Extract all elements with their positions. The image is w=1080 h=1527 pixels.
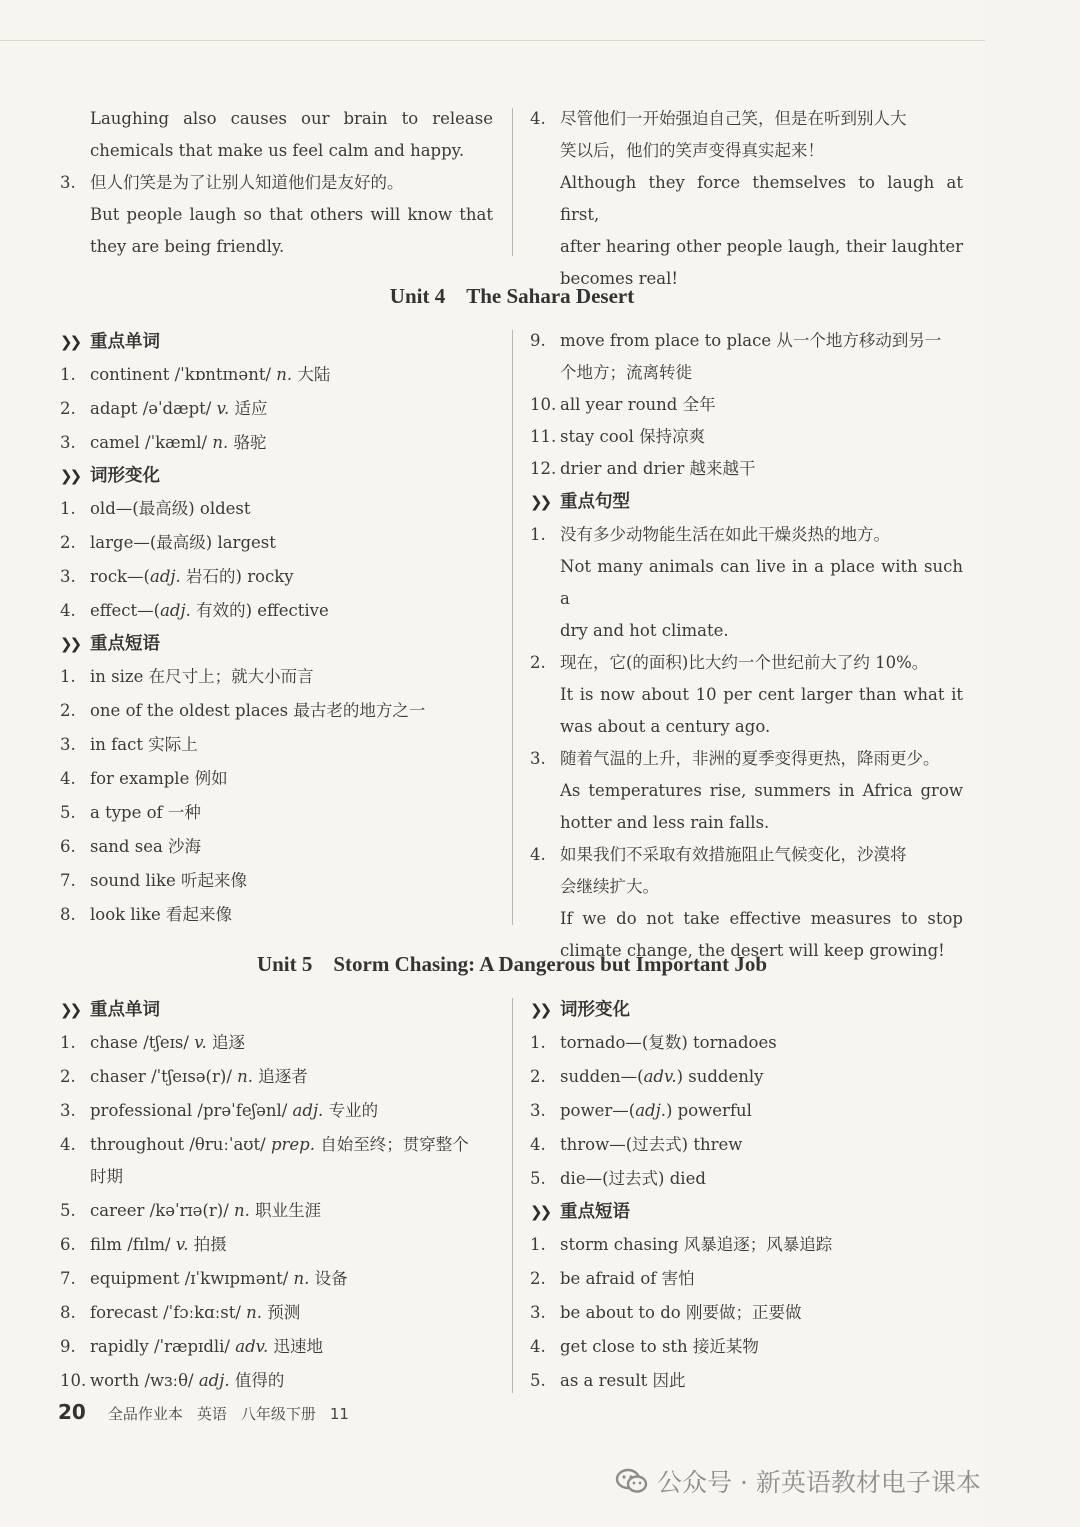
list-item: 2. large—(最高级) largest (60, 533, 276, 552)
sentence-en: Laughing also causes our brain to release (90, 109, 493, 128)
top-left-column (60, 103, 493, 263)
grade: 八年级下册 (240, 1405, 316, 1423)
list-item: 3. professional /prəˈfeʃənl/ adj. 专业的 (60, 1101, 379, 1120)
unit5-title: Unit 5 Storm Chasing: A Dangerous but Important Job (256, 952, 768, 976)
list-item: 2. sudden—(adv.) suddenly (530, 1067, 764, 1086)
sentence-item: 4. 尽管他们一开始强迫自己笑，但是在听到别人大 (530, 109, 907, 128)
sentence-en: Although they force themselves to laugh at first, (560, 173, 963, 224)
list-item: 7. sound like 听起来像 (60, 871, 248, 890)
list-item: 6. film /fɪlm/ v. 拍摄 (60, 1235, 227, 1254)
list-item: 10. worth /wɜːθ/ adj. 值得的 (60, 1371, 285, 1390)
list-item: 1. tornado—(复数) tornadoes (530, 1033, 777, 1052)
column-divider (512, 998, 513, 1393)
double-chevron-icon: ❯❯ (60, 635, 80, 653)
section-head: ❯❯ 重点短语 (60, 627, 493, 661)
list-item: 12. drier and drier 越来越干 (530, 459, 756, 478)
unit4-right-column: 9. move from place to place 从一个地方移动到另一 个地方；流离转徙 10. all year round 全年 11. stay cool 保持凉爽 12. drier and drier 越来越干 ❯❯ 重点句型 1. 没有多少动物能生活在如此干燥炎热的地方。 Not many animals can live in a place with such a dry and hot climate. 2. 现在，它(的面积)比大约一个世纪前大了约 10%。 It is now about 10 per cent larger than what it was about a century ago. 3. 随着气温的上升，非洲的夏季变得更热，降雨更少。 As temperatures rise, summers in Africa grow hotter and less rain falls. 4. 如果我们不采取有效措施阻止气候变化，沙漠将 会继续扩大。 If we do not take effective measures to stop climate change, the desert will keep growing! (530, 325, 963, 967)
column-divider (512, 108, 513, 256)
list-item: 8. forecast /ˈfɔːkɑːst/ n. 预测 (60, 1303, 301, 1322)
section-head: ❯❯ 重点单词 (60, 993, 493, 1027)
sentence-item: 2. 现在，它(的面积)比大约一个世纪前大了约 10%。 (530, 653, 929, 672)
sentence-item: 4. 如果我们不采取有效措施阻止气候变化，沙漠将 (530, 845, 907, 864)
list-item: 3. power—(adj.) powerful (530, 1101, 752, 1120)
list-item: 3. be about to do 刚要做；正要做 (530, 1303, 802, 1322)
list-item: 2. be afraid of 害怕 (530, 1269, 695, 1288)
double-chevron-icon: ❯❯ (60, 333, 80, 351)
watermark (615, 1463, 981, 1499)
sentence-en: they are being friendly. (90, 237, 285, 256)
list-item: 1. storm chasing 风暴追逐；风暴追踪 (530, 1235, 833, 1254)
list-item: 1. chase /tʃeɪs/ v. 追逐 (60, 1033, 246, 1052)
wechat-icon (615, 1467, 649, 1495)
double-chevron-icon: ❯❯ (60, 467, 80, 485)
list-item: 5. career /kəˈrɪə(r)/ n. 职业生涯 (60, 1201, 322, 1220)
section-head: ❯❯ 重点短语 (530, 1195, 963, 1229)
unit4-title: Unit 4 The Sahara Desert (389, 284, 635, 308)
sentence-en: But people laugh so that others will know that (90, 205, 493, 224)
section-head: ❯❯ 词形变化 (530, 993, 963, 1027)
list-item: 3. rock—(adj. 岩石的) rocky (60, 567, 294, 586)
list-item: 5. die—(过去式) died (530, 1169, 706, 1188)
list-item: 6. sand sea 沙海 (60, 837, 202, 856)
list-item: 5. as a result 因此 (530, 1371, 686, 1390)
sentence-item: 3. 但人们笑是为了让别人知道他们是友好的。 (60, 173, 404, 192)
list-item: 4. throughout /θruːˈaʊt/ prep. 自始至终；贯穿整个 (60, 1135, 469, 1154)
unit5-right-column (530, 993, 963, 1397)
double-chevron-icon: ❯❯ (60, 1001, 80, 1019)
section-head: ❯❯ 重点句型 (530, 485, 963, 519)
top-rule (0, 40, 985, 41)
page-number: 20 (58, 1400, 86, 1424)
sentence-en: becomes real! (560, 269, 679, 288)
book-title: 全品作业本 (107, 1405, 183, 1423)
column-divider (512, 330, 513, 925)
page-footer (58, 1400, 349, 1424)
list-item: 9. move from place to place 从一个地方移动到另一 (530, 331, 942, 350)
list-item: 4. effect—(adj. 有效的) effective (60, 601, 329, 620)
sentence-en: after hearing other people laugh, their laughter (560, 237, 963, 256)
list-item: 3. camel /ˈkæml/ n. 骆驼 (60, 433, 267, 452)
list-item: 1. old—(最高级) oldest (60, 499, 251, 518)
top-right-column (530, 103, 963, 295)
list-item: 2. one of the oldest places 最古老的地方之一 (60, 701, 426, 720)
double-chevron-icon: ❯❯ (530, 1203, 550, 1221)
list-item: 1. continent /ˈkɒntɪnənt/ n. 大陆 (60, 365, 331, 384)
double-chevron-icon: ❯❯ (530, 493, 550, 511)
section-head: ❯❯ 重点单词 (60, 325, 493, 359)
list-item: 7. equipment /ɪˈkwɪpmənt/ n. 设备 (60, 1269, 348, 1288)
list-item: 9. rapidly /ˈræpɪdli/ adv. 迅速地 (60, 1337, 324, 1356)
unit5-left-column: ❯❯ 重点单词 1. chase /tʃeɪs/ v. 追逐 2. chaser /ˈtʃeɪsə(r)/ n. 追逐者 3. professional /prəˈfeʃənl/ adj. 专业的 4. throughout /θruːˈaʊt/ prep. 自始至终；贯穿整个 时期 5. career /kəˈrɪə(r)/ n. 职业生涯 6. film /fɪlm/ v. 拍摄 7. equipment /ɪˈkwɪpmənt/ n. 设备 8. forecast /ˈfɔːkɑːst/ n. 预测 9. rapidly /ˈræpɪdli/ adv. 迅速地 10. worth /wɜːθ/ adj. 值得的 (60, 993, 493, 1397)
sentence-en: chemicals that make us feel calm and happy. (90, 141, 465, 160)
sentence-item: 3. 随着气温的上升，非洲的夏季变得更热，降雨更少。 (530, 749, 940, 768)
subject: 英语 (196, 1405, 227, 1423)
double-chevron-icon: ❯❯ (530, 1001, 550, 1019)
list-item: 2. adapt /əˈdæpt/ v. 适应 (60, 399, 268, 418)
list-item: 3. in fact 实际上 (60, 735, 198, 754)
list-item: 4. get close to sth 接近某物 (530, 1337, 759, 1356)
list-item: 1. in size 在尺寸上；就大小而言 (60, 667, 314, 686)
list-item: 10. all year round 全年 (530, 395, 716, 414)
list-item: 5. a type of 一种 (60, 803, 201, 822)
list-item: 4. throw—(过去式) threw (530, 1135, 743, 1154)
list-item: 4. for example 例如 (60, 769, 228, 788)
section-head: ❯❯ 词形变化 (60, 459, 493, 493)
unit4-left-column (60, 325, 493, 931)
sentence-item: 1. 没有多少动物能生活在如此干燥炎热的地方。 (530, 525, 890, 544)
list-item: 8. look like 看起来像 (60, 905, 232, 924)
list-item: 2. chaser /ˈtʃeɪsə(r)/ n. 追逐者 (60, 1067, 308, 1086)
list-item: 11. stay cool 保持凉爽 (530, 427, 706, 446)
footer-code: 11 (329, 1405, 349, 1423)
sentence-zh: 笑以后，他们的笑声变得真实起来！ (560, 141, 824, 160)
watermark-text: 公众号 · 新英语教材电子课本 (657, 1468, 981, 1497)
